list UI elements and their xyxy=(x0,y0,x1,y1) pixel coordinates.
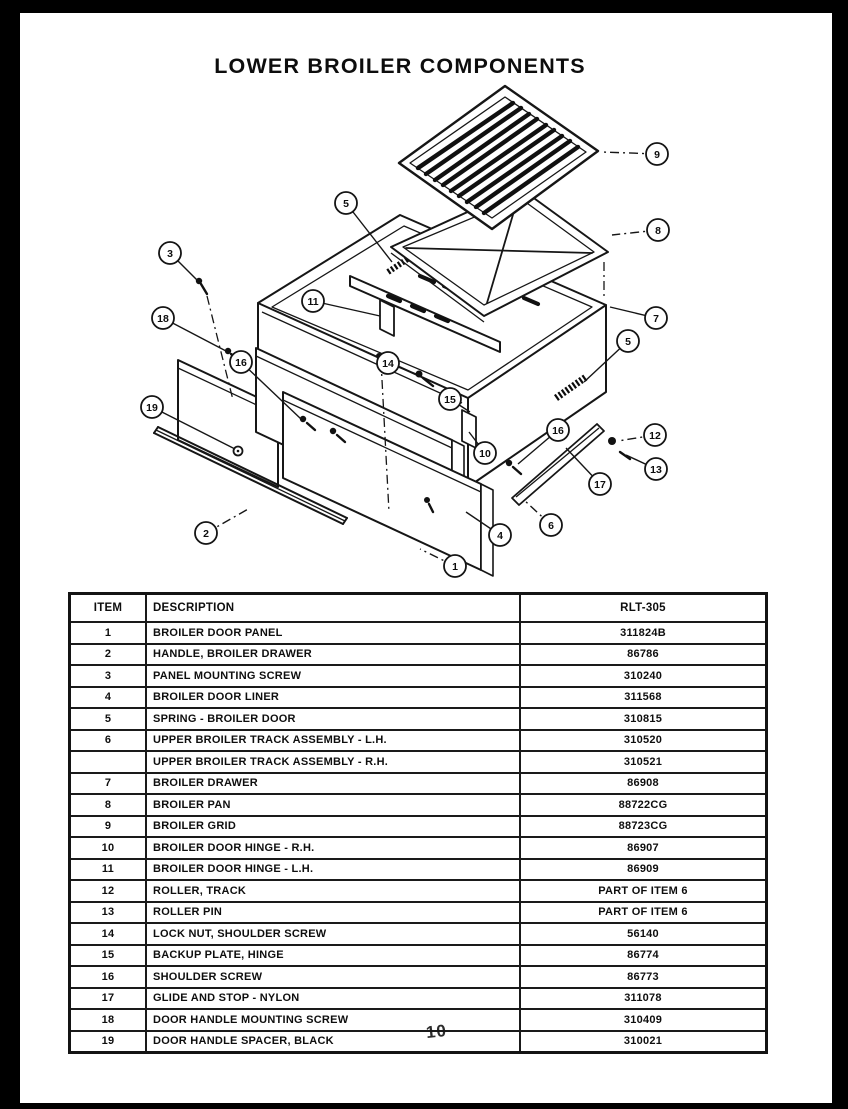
svg-text:9: 9 xyxy=(654,148,660,161)
svg-text:10: 10 xyxy=(479,447,491,460)
part-number-cell: 86909 xyxy=(520,859,767,881)
item-cell: 19 xyxy=(70,1031,147,1053)
part-number-cell: 311824B xyxy=(520,622,767,644)
column-header-model: RLT-305 xyxy=(520,594,767,623)
svg-text:6: 6 xyxy=(548,519,554,532)
callout-7 xyxy=(610,307,667,329)
svg-text:19: 19 xyxy=(146,401,158,414)
part-number-cell: 310021 xyxy=(520,1031,767,1053)
item-cell: 17 xyxy=(70,988,147,1010)
column-header-description: DESCRIPTION xyxy=(146,594,520,623)
description-cell: SHOULDER SCREW xyxy=(146,966,520,988)
description-cell: UPPER BROILER TRACK ASSEMBLY - R.H. xyxy=(146,751,520,773)
page-number: 10 xyxy=(425,1020,448,1043)
table-row xyxy=(70,945,767,967)
svg-text:11: 11 xyxy=(307,295,319,308)
item-cell: 12 xyxy=(70,880,147,902)
table-row xyxy=(70,730,767,752)
item-cell: 9 xyxy=(70,816,147,838)
callout-12 xyxy=(618,424,666,446)
item-cell: 13 xyxy=(70,902,147,924)
description-cell: SPRING - BROILER DOOR xyxy=(146,708,520,730)
item-cell: 4 xyxy=(70,687,147,709)
item-cell: 3 xyxy=(70,665,147,687)
table-row xyxy=(70,751,767,773)
table-row xyxy=(70,966,767,988)
table-row xyxy=(70,708,767,730)
description-cell: BROILER DRAWER xyxy=(146,773,520,795)
svg-text:12: 12 xyxy=(649,429,661,442)
callout-17 xyxy=(566,448,611,495)
table-row xyxy=(70,644,767,666)
part-number-cell: 86786 xyxy=(520,644,767,666)
description-cell: ROLLER, TRACK xyxy=(146,880,520,902)
item-cell: 2 xyxy=(70,644,147,666)
broiler-grid-part xyxy=(399,86,598,229)
table-row xyxy=(70,687,767,709)
description-cell: LOCK NUT, SHOULDER SCREW xyxy=(146,923,520,945)
table-row xyxy=(70,665,767,687)
table-row xyxy=(70,816,767,838)
table-header-row xyxy=(70,594,767,623)
svg-text:18: 18 xyxy=(157,312,169,325)
part-number-cell: 56140 xyxy=(520,923,767,945)
item-cell: 14 xyxy=(70,923,147,945)
svg-text:7: 7 xyxy=(653,312,659,325)
table-row xyxy=(70,622,767,644)
item-cell: 10 xyxy=(70,837,147,859)
part-number-cell: 86907 xyxy=(520,837,767,859)
item-cell: 5 xyxy=(70,708,147,730)
part-number-cell: 86908 xyxy=(520,773,767,795)
item-cell: 15 xyxy=(70,945,147,967)
item-cell: 7 xyxy=(70,773,147,795)
table-row xyxy=(70,1009,767,1031)
door-hinge-rh-part xyxy=(462,410,476,448)
screw xyxy=(424,497,430,503)
part-number-cell: 310521 xyxy=(520,751,767,773)
shoulder-screw xyxy=(330,428,336,434)
door-hinge-lh-part xyxy=(380,300,394,336)
table-row xyxy=(70,859,767,881)
description-cell: BROILER DOOR HINGE - L.H. xyxy=(146,859,520,881)
table-row xyxy=(70,1031,767,1053)
table-row xyxy=(70,923,767,945)
callout-9 xyxy=(602,143,668,165)
description-cell: DOOR HANDLE MOUNTING SCREW xyxy=(146,1009,520,1031)
item-cell: 11 xyxy=(70,859,147,881)
svg-text:16: 16 xyxy=(235,356,247,369)
item-cell: 1 xyxy=(70,622,147,644)
callout-13 xyxy=(626,455,667,480)
part-number-cell: 311078 xyxy=(520,988,767,1010)
description-cell: BACKUP PLATE, HINGE xyxy=(146,945,520,967)
table-row xyxy=(70,880,767,902)
part-number-cell: 310240 xyxy=(520,665,767,687)
svg-text:4: 4 xyxy=(497,529,503,542)
page-title: LOWER BROILER COMPONENTS xyxy=(214,54,586,78)
svg-text:3: 3 xyxy=(167,247,173,260)
description-cell: HANDLE, BROILER DRAWER xyxy=(146,644,520,666)
part-number-cell: PART OF ITEM 6 xyxy=(520,902,767,924)
svg-text:1: 1 xyxy=(452,560,458,573)
description-cell: ROLLER PIN xyxy=(146,902,520,924)
callout-2 xyxy=(195,508,250,544)
callout-8 xyxy=(612,219,669,241)
table-row xyxy=(70,837,767,859)
description-cell: BROILER PAN xyxy=(146,794,520,816)
description-cell: UPPER BROILER TRACK ASSEMBLY - L.H. xyxy=(146,730,520,752)
part-number-cell: 311568 xyxy=(520,687,767,709)
shoulder-screw xyxy=(506,460,512,466)
description-cell: PANEL MOUNTING SCREW xyxy=(146,665,520,687)
item-cell: 16 xyxy=(70,966,147,988)
svg-text:8: 8 xyxy=(655,224,661,237)
part-number-cell: 86774 xyxy=(520,945,767,967)
table-row xyxy=(70,988,767,1010)
parts-table xyxy=(68,592,768,1054)
svg-text:5: 5 xyxy=(625,335,631,348)
callout-6 xyxy=(524,500,562,536)
svg-text:15: 15 xyxy=(444,393,456,406)
item-cell: 6 xyxy=(70,730,147,752)
column-header-item: ITEM xyxy=(70,594,147,623)
part-number-cell: 310409 xyxy=(520,1009,767,1031)
svg-text:17: 17 xyxy=(594,478,606,491)
description-cell: DOOR HANDLE SPACER, BLACK xyxy=(146,1031,520,1053)
table-row xyxy=(70,794,767,816)
svg-text:16: 16 xyxy=(552,424,564,437)
part-number-cell: 310520 xyxy=(520,730,767,752)
table-row xyxy=(70,902,767,924)
callout-3 xyxy=(159,242,197,280)
item-cell xyxy=(70,751,147,773)
lock-nut xyxy=(416,371,423,378)
svg-text:14: 14 xyxy=(382,357,394,370)
svg-text:5: 5 xyxy=(343,197,349,210)
part-number-cell: 88723CG xyxy=(520,816,767,838)
description-cell: BROILER DOOR PANEL xyxy=(146,622,520,644)
part-number-cell: 86773 xyxy=(520,966,767,988)
part-number-cell: 310815 xyxy=(520,708,767,730)
item-cell: 18 xyxy=(70,1009,147,1031)
item-cell: 8 xyxy=(70,794,147,816)
svg-text:2: 2 xyxy=(203,527,209,540)
part-number-cell: PART OF ITEM 6 xyxy=(520,880,767,902)
roller-part xyxy=(608,437,616,445)
description-cell: BROILER DOOR LINER xyxy=(146,687,520,709)
svg-text:13: 13 xyxy=(650,463,662,476)
table-row xyxy=(70,773,767,795)
description-cell: BROILER GRID xyxy=(146,816,520,838)
part-number-cell: 88722CG xyxy=(520,794,767,816)
description-cell: BROILER DOOR HINGE - R.H. xyxy=(146,837,520,859)
description-cell: GLIDE AND STOP - NYLON xyxy=(146,988,520,1010)
